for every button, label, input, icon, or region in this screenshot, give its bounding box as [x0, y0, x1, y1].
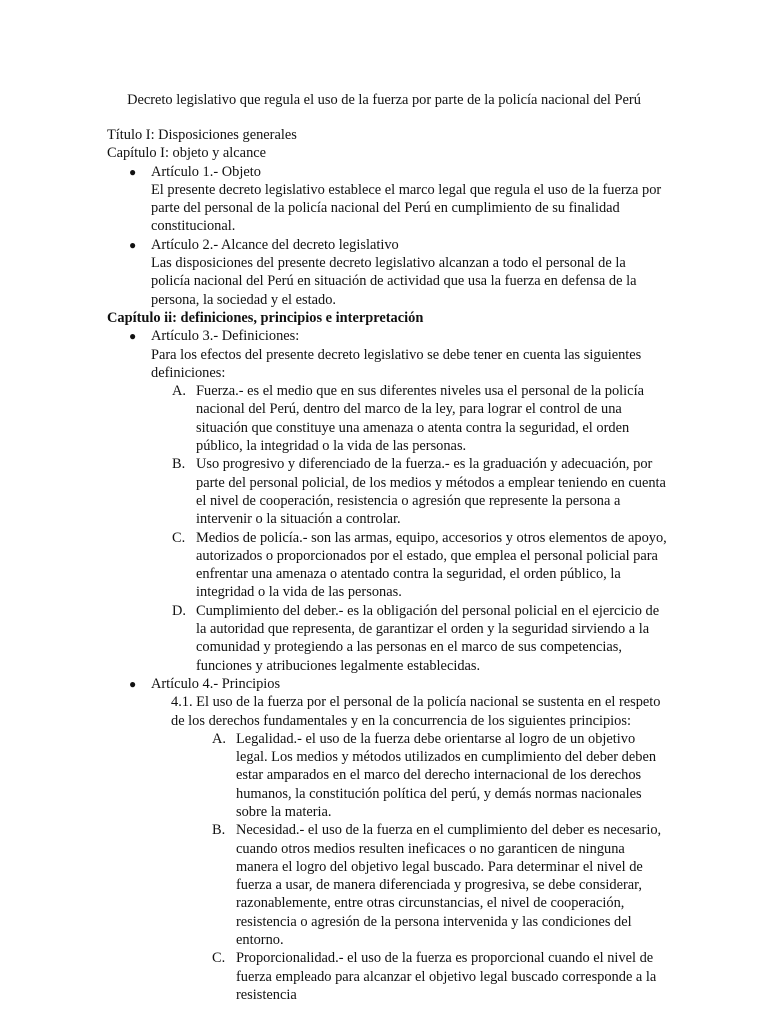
- bullet-icon: ●: [129, 164, 137, 179]
- articulo-3-heading: Artículo 3.- Definiciones:: [151, 328, 300, 345]
- document-body: [107, 126, 667, 1004]
- list-item-text: Fuerza.- es el medio que en sus diferentes niveles usa el personal de la policía nacional del Perú, dentro del marco de la ley, para lograr el control de una situación que constituye una amenaza o atenta contra la seguridad, el orden público, la integridad o la vida de las personas.: [196, 383, 644, 455]
- capitulo-1-heading: Capítulo I: objeto y alcance: [107, 145, 267, 162]
- principios-list: [171, 730, 667, 1004]
- list-marker: A.: [172, 383, 186, 400]
- articulo-4-section: [151, 693, 667, 1004]
- articulo-2-heading: Artículo 2.- Alcance del decreto legislativo: [151, 236, 399, 253]
- articulo-1-text: El presente decreto legislativo establece el marco legal que regula el uso de la fuerza por parte del personal de la policía nacional del Perú en cumplimiento de su finalidad constitucional.: [151, 181, 662, 235]
- list-item-text: Medios de policía.- son las armas, equipo, accesorios y otros elementos de apoyo, autorizados o proporcionados por el estado, que emplea el personal policial para enfrentar una amenaza o atentado contra la seguridad, el orden público, la integridad o la vida de las personas.: [196, 529, 667, 601]
- titulo-heading: Título I: Disposiciones generales: [107, 127, 297, 143]
- list-item: [151, 529, 667, 602]
- list-marker: D.: [172, 602, 186, 619]
- document-title: Decreto legislativo que regula el uso de la fuerza por parte de la policía nacional del Perú: [127, 92, 641, 108]
- articulo-4-heading: Artículo 4.- Principios: [151, 675, 281, 692]
- list-marker: A.: [212, 730, 226, 747]
- list-item-text: Necesidad.- el uso de la fuerza en el cumplimiento del deber es necesario, cuando otros medios resulten ineficaces o no garanticen de ninguna manera el logro del objetivo legal buscado. Para determinar el nivel de fuerza a usar, de manera diferenciada y progresiva, se debe considerar, razonablemente, entre otras circunstancias, el nivel de cooperación, resistencia o agresión de la persona intervenida y las condiciones del entorno.: [236, 822, 662, 949]
- list-item: [151, 602, 667, 675]
- bullet-icon: ●: [129, 329, 137, 344]
- list-item-text: Legalidad.- el uso de la fuerza debe orientarse al logro de un objetivo legal. Los medios y métodos utilizados en cumplimiento del deber deben estar amparados en el marco del derecho internacional de los derechos humanos, la constitución política del perú, y demás normas nacionales sobre la materia.: [236, 730, 657, 820]
- list-item: [171, 949, 667, 1004]
- articulo-2: [107, 236, 667, 309]
- capitulo-2-heading: Capítulo ii: definiciones, principios e interpretación: [107, 309, 424, 326]
- list-marker: C.: [212, 950, 226, 967]
- list-marker: C.: [172, 529, 186, 546]
- articulo-3: [107, 327, 667, 675]
- articulo-4: [107, 675, 667, 1004]
- list-item: [151, 455, 667, 528]
- bullet-icon: ●: [129, 676, 137, 691]
- list-item: [171, 730, 667, 821]
- definiciones-list: [151, 382, 667, 675]
- list-item: [171, 821, 667, 949]
- list-item-text: Proporcionalidad.- el uso de la fuerza es proporcional cuando el nivel de fuerza empleado para alcanzar el objetivo legal buscado corresponde a la resistencia: [236, 950, 657, 1003]
- list-item: [151, 382, 667, 455]
- list-marker: B.: [212, 822, 226, 839]
- list-marker: B.: [172, 456, 186, 473]
- list-item-text: Uso progresivo y diferenciado de la fuerza.- es la graduación y adecuación, por parte del personal policial, de los medios y métodos a emplear teniendo en cuenta el nivel de cooperación, resistencia o agresión que represente la persona a intervenir o la situación a controlar.: [196, 456, 666, 528]
- articulo-1: [107, 163, 667, 236]
- bullet-icon: ●: [129, 237, 137, 252]
- articulo-2-text: Las disposiciones del presente decreto legislativo alcanzan a todo el personal de la policía nacional del Perú en situación de actividad que usa la fuerza en defensa de la persona, la sociedad y el estado.: [151, 255, 637, 308]
- list-item-text: Cumplimiento del deber.- es la obligación del personal policial en el ejercicio de la autoridad que representa, de garantizar el orden y la seguridad sirviendo a la comunidad y protegiendo a las personas en el marco de sus competencias, funciones y atribuciones legalmente establecidas.: [196, 602, 660, 674]
- articulo-1-heading: Artículo 1.- Objeto: [151, 163, 261, 180]
- articulo-4-intro: 4.1. El uso de la fuerza por el personal de la policía nacional se sustenta en el respeto de los derechos fundamentales y en la concurrencia de los siguientes principios:: [171, 694, 661, 729]
- articulo-3-intro: Para los efectos del presente decreto legislativo se debe tener en cuenta las siguientes definiciones:: [151, 346, 642, 381]
